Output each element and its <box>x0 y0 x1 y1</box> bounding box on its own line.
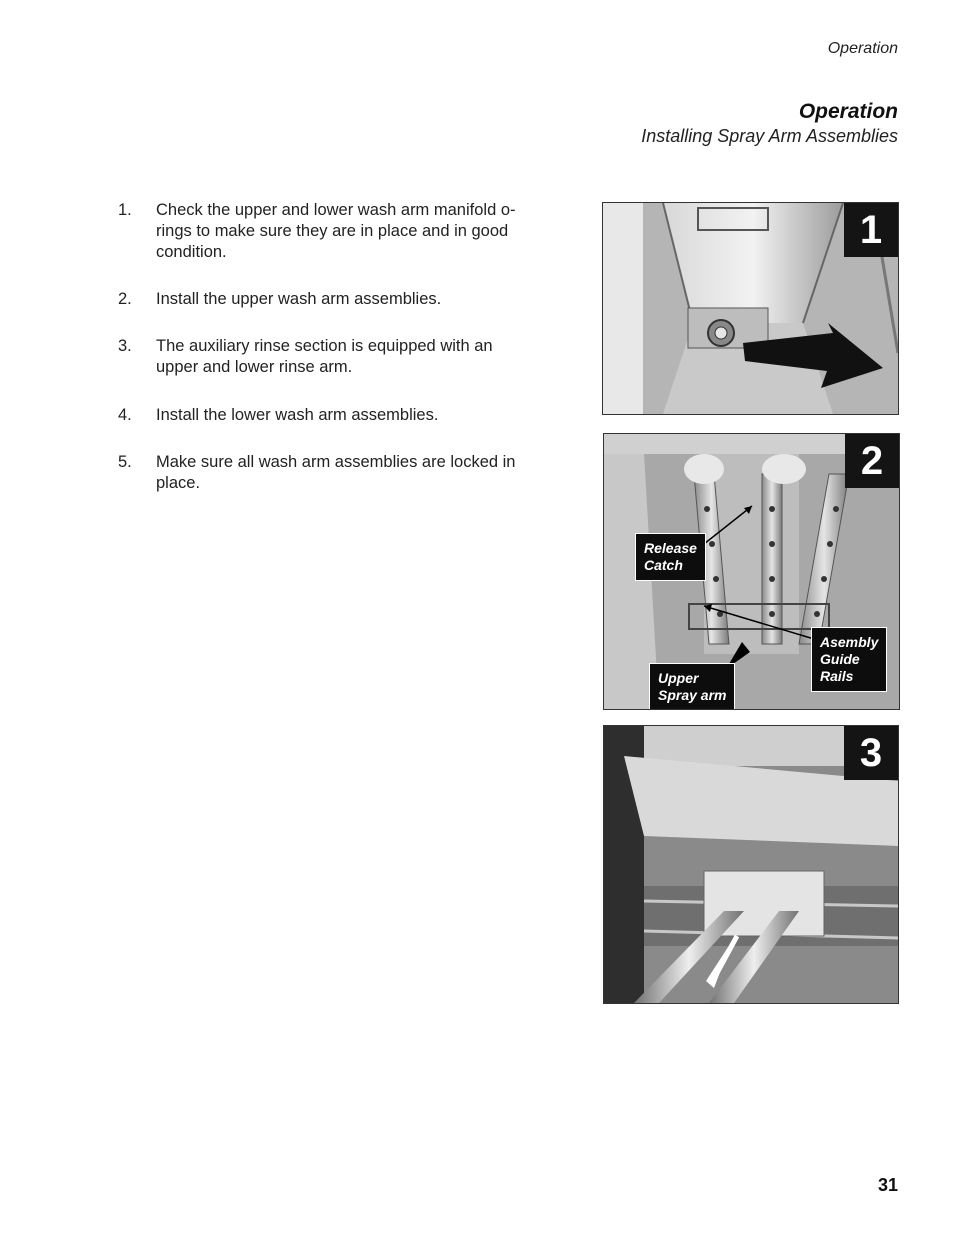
callout-release-catch: Release Catch <box>635 533 706 581</box>
instruction-steps <box>118 200 518 500</box>
step-item <box>118 289 518 315</box>
callout-guide-rails: Asembly Guide Rails <box>811 627 887 692</box>
photo-number-badge: 2 <box>845 434 899 488</box>
callout-upper-spray-arm: Upper Spray arm <box>649 663 735 710</box>
step-text: Check the upper and lower wash arm manifold o-rings to make sure they are in place and in good condition. <box>156 201 516 261</box>
running-head: Operation <box>827 40 898 57</box>
step-text: The auxiliary rinse section is equipped with an upper and lower rinse arm. <box>156 337 493 376</box>
step-number: 3. <box>118 337 132 355</box>
step-item <box>118 405 518 431</box>
photo-lower-wash-arm <box>603 725 899 1004</box>
step-text: Install the lower wash arm assemblies. <box>156 406 439 424</box>
photo-number-badge: 3 <box>844 726 898 780</box>
photo-manifold-oring <box>602 202 899 415</box>
photo-upper-spray-arm <box>603 433 900 710</box>
step-text: Make sure all wash arm assemblies are locked in place. <box>156 453 516 492</box>
section-subtitle: Installing Spray Arm Assemblies <box>641 126 898 146</box>
step-number: 1. <box>118 201 132 219</box>
step-item <box>118 452 518 500</box>
step-text: Install the upper wash arm assemblies. <box>156 290 442 308</box>
step-number: 4. <box>118 406 132 424</box>
step-item <box>118 200 518 268</box>
photo-number-badge: 1 <box>844 203 898 257</box>
step-number: 5. <box>118 453 132 471</box>
step-number: 2. <box>118 290 132 308</box>
section-title: Operation <box>798 100 898 123</box>
page-number: 31 <box>877 1175 898 1195</box>
step-item <box>118 336 518 384</box>
